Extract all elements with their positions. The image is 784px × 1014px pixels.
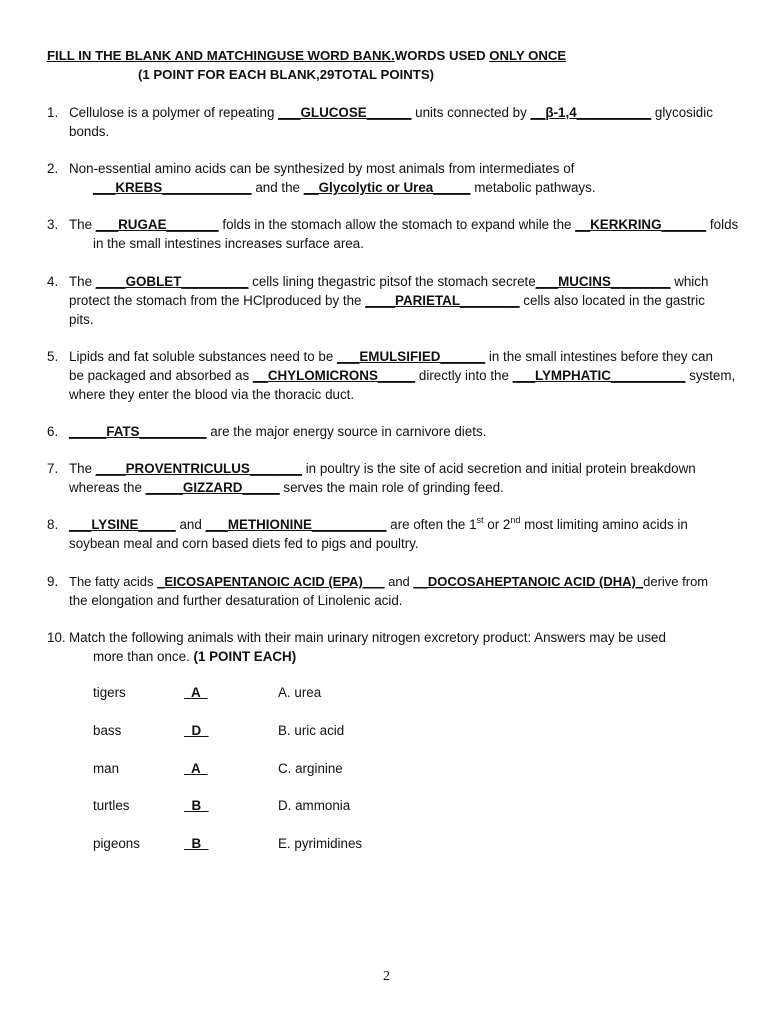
question-text: which bbox=[670, 274, 709, 289]
animal-label: man bbox=[93, 761, 120, 776]
question-number: 7. bbox=[47, 461, 59, 476]
answer-blank: Glycolytic or Urea bbox=[318, 180, 434, 195]
instructions-part-a: FILL IN THE BLANK AND MATCHINGUSE WORD BANK. bbox=[47, 48, 395, 63]
question-text: or 2 bbox=[483, 517, 511, 532]
answer-blank: PROVENTRICULUS bbox=[125, 461, 250, 476]
question-text: where they enter the blood via the thoracic duct. bbox=[69, 387, 355, 402]
question-text: units connected by bbox=[411, 105, 531, 120]
instructions-heading bbox=[47, 48, 566, 63]
question-text: in the small intestines increases surface area. bbox=[93, 236, 364, 251]
superscript: nd bbox=[510, 514, 521, 525]
matching-row bbox=[93, 723, 493, 742]
matching-answer: B bbox=[184, 836, 209, 851]
question-text: The fatty acids bbox=[69, 574, 158, 589]
question-number: 9. bbox=[47, 574, 59, 589]
question-text: most limiting amino acids in bbox=[520, 517, 688, 532]
animal-label: pigeons bbox=[93, 836, 140, 851]
matching-answer: B bbox=[184, 798, 209, 813]
question-number: 1. bbox=[47, 105, 59, 120]
question-text: folds bbox=[706, 217, 739, 232]
answer-blank: LYMPHATIC bbox=[535, 368, 611, 383]
matching-choice: E. pyrimidines bbox=[278, 836, 363, 851]
answer-blank: β-1,4 bbox=[545, 105, 577, 120]
question-text: soybean meal and corn based diets fed to pigs and poultry. bbox=[69, 536, 419, 551]
question-text: Non-essential amino acids can be synthesized by most animals from intermediates of bbox=[69, 161, 575, 176]
matching-answer: D bbox=[184, 723, 209, 738]
answer-blank: METHIONINE bbox=[227, 517, 312, 532]
superscript: st bbox=[476, 514, 484, 525]
question-text: The bbox=[69, 217, 96, 232]
answer-blank: GIZZARD bbox=[182, 480, 243, 495]
matching-row bbox=[93, 685, 493, 704]
question-text: metabolic pathways. bbox=[470, 180, 596, 195]
matching-row bbox=[93, 836, 493, 855]
question-text: and the bbox=[251, 180, 304, 195]
answer-blank: EMULSIFIED bbox=[359, 349, 441, 364]
question-text: whereas the bbox=[69, 480, 146, 495]
answer-blank: KREBS bbox=[115, 180, 163, 195]
question-number: 5. bbox=[47, 349, 59, 364]
question-number: 6. bbox=[47, 424, 59, 439]
animal-label: turtles bbox=[93, 798, 130, 813]
answer-blank: RUGAE bbox=[118, 217, 167, 232]
animal-label: bass bbox=[93, 723, 122, 738]
matching-answer: A bbox=[184, 685, 208, 700]
question-text: more than once. bbox=[93, 649, 194, 664]
instructions-part-b: WORDS USED bbox=[394, 48, 490, 63]
matching-choice: A. urea bbox=[278, 685, 322, 700]
question-text: pits. bbox=[69, 312, 94, 327]
question-number: 2. bbox=[47, 161, 59, 176]
question-text: Match the following animals with their main urinary nitrogen excretory product: Answers may be used bbox=[69, 630, 666, 645]
question-text: cells also located in the gastric bbox=[519, 293, 705, 308]
points-note: (1 POINT EACH) bbox=[193, 649, 297, 664]
points-heading: (1 POINT FOR EACH BLANK,29TOTAL POINTS) bbox=[138, 67, 435, 82]
answer-blank: GLUCOSE bbox=[300, 105, 367, 120]
question-text: folds in the stomach allow the stomach to expand while the bbox=[218, 217, 576, 232]
answer-blank: DOCOSAHEPTANOIC ACID (DHA) bbox=[427, 574, 636, 589]
question-number: 4. bbox=[47, 274, 59, 289]
question-text: the elongation and further desaturation of Linolenic acid. bbox=[69, 593, 403, 608]
question-text: glycosidic bbox=[651, 105, 713, 120]
question-number: 3. bbox=[47, 217, 59, 232]
matching-choice: B. uric acid bbox=[278, 723, 345, 738]
page-number: 2 bbox=[383, 969, 390, 984]
answer-blank: FATS bbox=[106, 424, 140, 439]
question-text: and bbox=[175, 517, 206, 532]
matching-choice: D. ammonia bbox=[278, 798, 351, 813]
worksheet-page: FILL IN THE BLANK AND MATCHINGUSE WORD BANK.WORDS USED ONLY ONCE (1 POINT FOR EACH BLANK,29TOTAL POINTS) 1. Cellulose is a polymer of repeating ___GLUCOSE______ units connected by __β-1,4__________ glycosidic bonds. 2. Non-essential amino acids can be synthesized by most animals from intermediates of ___KREBS____________ and the __Glycolytic or Urea_____ metabolic pathways. 3. The ___RUGAE_______ folds in the stomach allow the stomach to expand while the __KERKRING______ folds in the small intestines increases surface area. 4. The ____GOBLET_________ cells lining thegastric pitsof the stomach secrete___MUCINS________ which protect the stomach from the HClproduced by the ____PARIETAL________ cells also located in the gastric pits. 5. Lipids and fat soluble substances need to be ___EMULSIFIED______ in the small intestines before they can be packaged and absorbed as __CHYLOMICRONS_____ directly into the ___LYMPHATIC__________ system, where they enter the blood via the thoracic duct. 6. _____FATS_________ are the major energy source in carnivore diets. 7. The ____PROVENTRICULUS_______ in poultry is the site of acid secretion and initial protein breakdown whereas the _____GIZZARD_____ serves the main role of grinding feed. 8. ___LYSINE_____ and ___METHIONINE__________ are often the 1st or 2nd most limiting amino acids in soybean meal and corn based diets fed to pigs and poultry. 9. The fatty acids _EICOSAPENTANOIC ACID (EPA)___ and __DOCOSAHEPTANOIC ACID (DHA)_derive from the elongation and further desaturation of Linolenic acid. 10. Match the following animals with their main urinary nitrogen excretory product: Answers may be used more than once. (1 POINT EACH) tigers A A. urea bass D B. uric acid man A C. arginine turtles B D. ammonia pigeons B E. pyrimidines 2 bbox=[47, 48, 739, 984]
question-number: 10. bbox=[47, 630, 66, 645]
question-text: derive from bbox=[643, 574, 709, 589]
question-text: in poultry is the site of acid secretion and initial protein breakdown bbox=[301, 461, 696, 476]
answer-blank: CHYLOMICRONS bbox=[267, 368, 378, 383]
matching-choice: C. arginine bbox=[278, 761, 343, 776]
question-text: system, bbox=[685, 368, 736, 383]
question-text: cells lining thegastric pitsof the stomach secrete bbox=[248, 274, 536, 289]
matching-answer: A bbox=[184, 761, 208, 776]
question-text: in the small intestines before they can bbox=[485, 349, 713, 364]
question-text: bonds. bbox=[69, 124, 110, 139]
instructions-part-c: ONLY ONCE bbox=[489, 48, 567, 63]
answer-blank: GOBLET bbox=[125, 274, 182, 289]
answer-blank: PARIETAL bbox=[395, 293, 460, 308]
question-text: and bbox=[384, 574, 414, 589]
question-text: directly into the bbox=[415, 368, 513, 383]
question-text: be packaged and absorbed as bbox=[69, 368, 253, 383]
answer-blank: EICOSAPENTANOIC ACID (EPA) bbox=[164, 574, 363, 589]
question-text: are often the 1 bbox=[386, 517, 477, 532]
question-text: serves the main role of grinding feed. bbox=[279, 480, 504, 495]
question-text: Cellulose is a polymer of repeating bbox=[69, 105, 279, 120]
question-text: The bbox=[69, 461, 96, 476]
question-text: protect the stomach from the HClproduced by the bbox=[69, 293, 366, 308]
animal-label: tigers bbox=[93, 685, 126, 700]
question-text: The bbox=[69, 274, 96, 289]
answer-blank: LYSINE bbox=[91, 517, 139, 532]
matching-row bbox=[93, 798, 493, 817]
answer-blank: KERKRING bbox=[590, 217, 662, 232]
matching-row bbox=[93, 761, 493, 780]
question-number: 8. bbox=[47, 517, 59, 532]
question-text: are the major energy source in carnivore diets. bbox=[206, 424, 487, 439]
question-text: Lipids and fat soluble substances need to be bbox=[69, 349, 338, 364]
answer-blank: MUCINS bbox=[558, 274, 611, 289]
